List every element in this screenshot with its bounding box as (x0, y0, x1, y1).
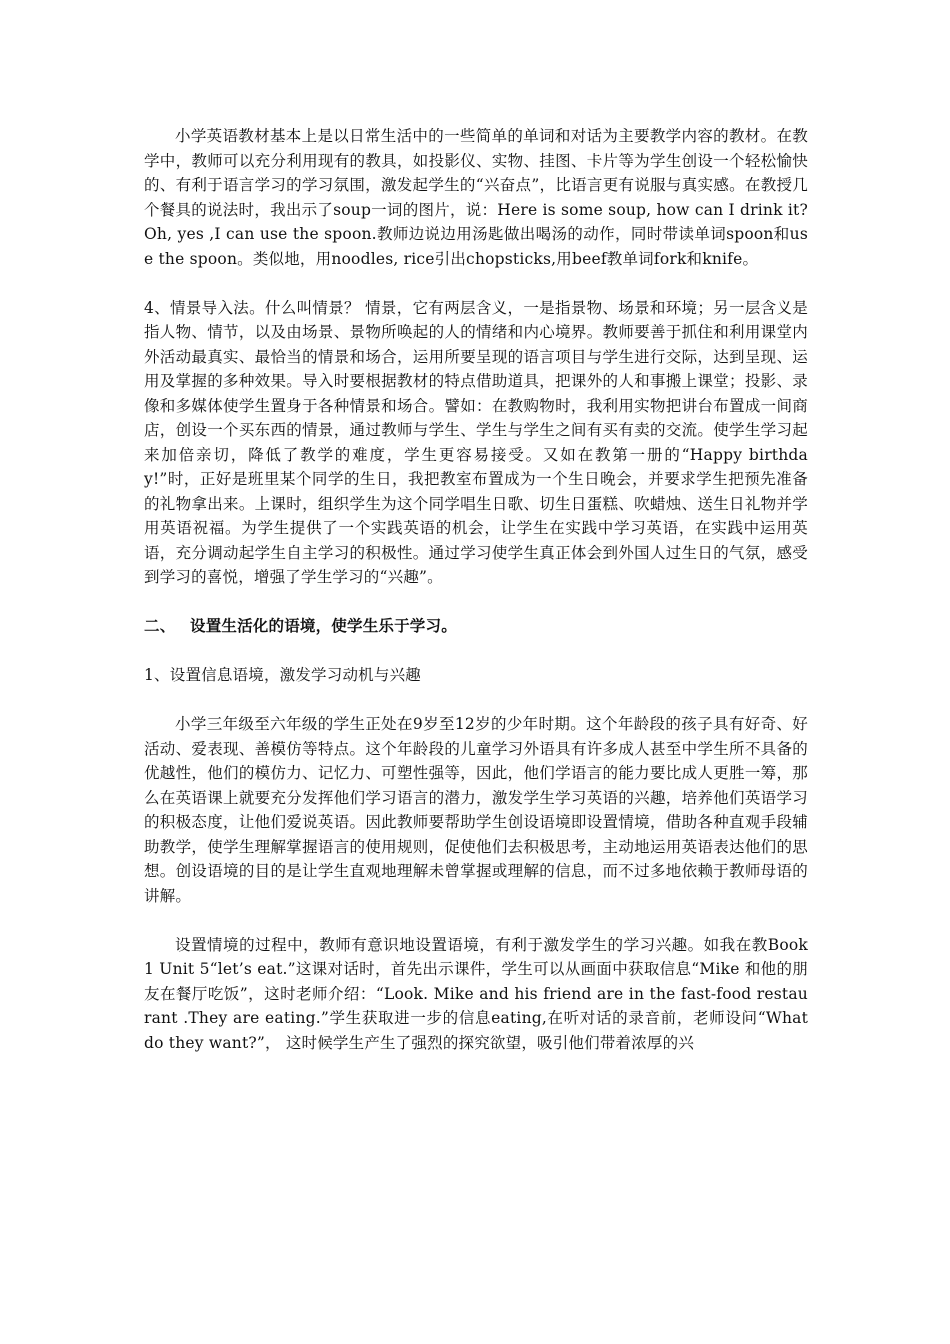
paragraph-situation-method: 4、情景导入法。什么叫情景？ 情景，它有两层含义，一是指景物、场景和环境；另一层含义是指人物、情节，以及由场景、景物所唤起的人的情绪和内心境界。教师要善于抓住和利用课堂内外活动最真实、最恰当的情景和场合，运用所要呈现的语言项目与学生进行交际，达到呈现、运用及掌握的多种效果。导入时要根据教材的特点借助道具，把课外的人和事搬上课堂；投影、录像和多媒体使学生置身于各种情景和场合。譬如：在教购物时，我利用实物把讲台布置成一间商店，创设一个买东西的情景，通过教师与学生、学生与学生之间有买有卖的交流。使学生学习起来加倍亲切，降低了教学的难度，学生更容易接受。又如在教第一册的“Happy birthday!”时，正好是班里某个同学的生日，我把教室布置成为一个生日晚会，并要求学生把预先准备的礼物拿出来。上课时，组织学生为这个同学唱生日歌、切生日蛋糕、吹蜡烛、送生日礼物并学用英语祝福。为学生提供了一个实践英语的机会，让学生在实践中学习英语，在实践中运用英语，充分调动起学生自主学习的积极性。通过学习使学生真正体会到外国人过生日的气氛，感受到学习的喜悦，增强了学生学习的“兴趣”。 (144, 298, 808, 586)
paragraph-context-example: 设置情境的过程中，教师有意识地设置语境，有利于激发学生的学习兴趣。如我在教Book 1 Unit 5“let’s eat.”这课对话时，首先出示课件，学生可以从画面中获取信息“Mike 和他的朋友在餐厅吃饭”，这时老师介绍：“Look. Mike and his friend are in the fast-food restaurant .They are eating.”学生获取进一步的信息eating,在听对话的录音前，老师设问“What do they want?”， 这时候学生产生了强烈的探究欲望，吸引他们带着浓厚的兴 (144, 935, 808, 1052)
section-title: 设置生活化的语境，使学生乐于学习。 (190, 617, 457, 635)
section-heading (144, 614, 808, 639)
paragraph-age-characteristics: 小学三年级至六年级的学生正处在9岁至12岁的少年时期。这个年龄段的孩子具有好奇、好活动、爱表现、善模仿等特点。这个年龄段的儿童学习外语具有许多成人甚至中学生所不具备的优越性，他们的模仿力、记忆力、可塑性强等，因此，他们学语言的能力要比成人更胜一筹，那么在英语课上就要充分发挥他们学习语言的潜力，激发学生学习英语的兴趣，培养他们英语学习的积极态度，让他们爱说英语。因此教师要帮助学生创设语境即设置情境，借助各种直观手段辅助教学，使学生理解掌握语言的使用规则，促使他们去积极思考，主动地运用英语表达他们的思想。创设语境的目的是让学生直观地理解未曾掌握或理解的信息，而不过多地依赖于教师母语的讲解。 (144, 715, 808, 905)
section-number: 二、 (144, 617, 176, 635)
paragraph-teaching-aids: 小学英语教材基本上是以日常生活中的一些简单的单词和对话为主要教学内容的教材。在教学中，教师可以充分利用现有的教具，如投影仪、实物、挂图、卡片等为学生创设一个轻松愉快的、有利于语言学习的学习氛围，激发起学生的“兴奋点”，比语言更有说服与真实感。在教授几个餐具的说法时，我出示了soup一词的图片，说：Here is some soup, how can I drink it? Oh, yes ,I can use the spoon.教师边说边用汤匙做出喝汤的动作，同时带读单词spoon和use the spoon。类似地，用noodles, rice引出chopsticks,用beef教单词fork和knife。 (144, 127, 808, 268)
document-page (144, 124, 808, 1080)
subsection-heading: 1、设置信息语境，激发学习动机与兴趣 (144, 666, 421, 684)
